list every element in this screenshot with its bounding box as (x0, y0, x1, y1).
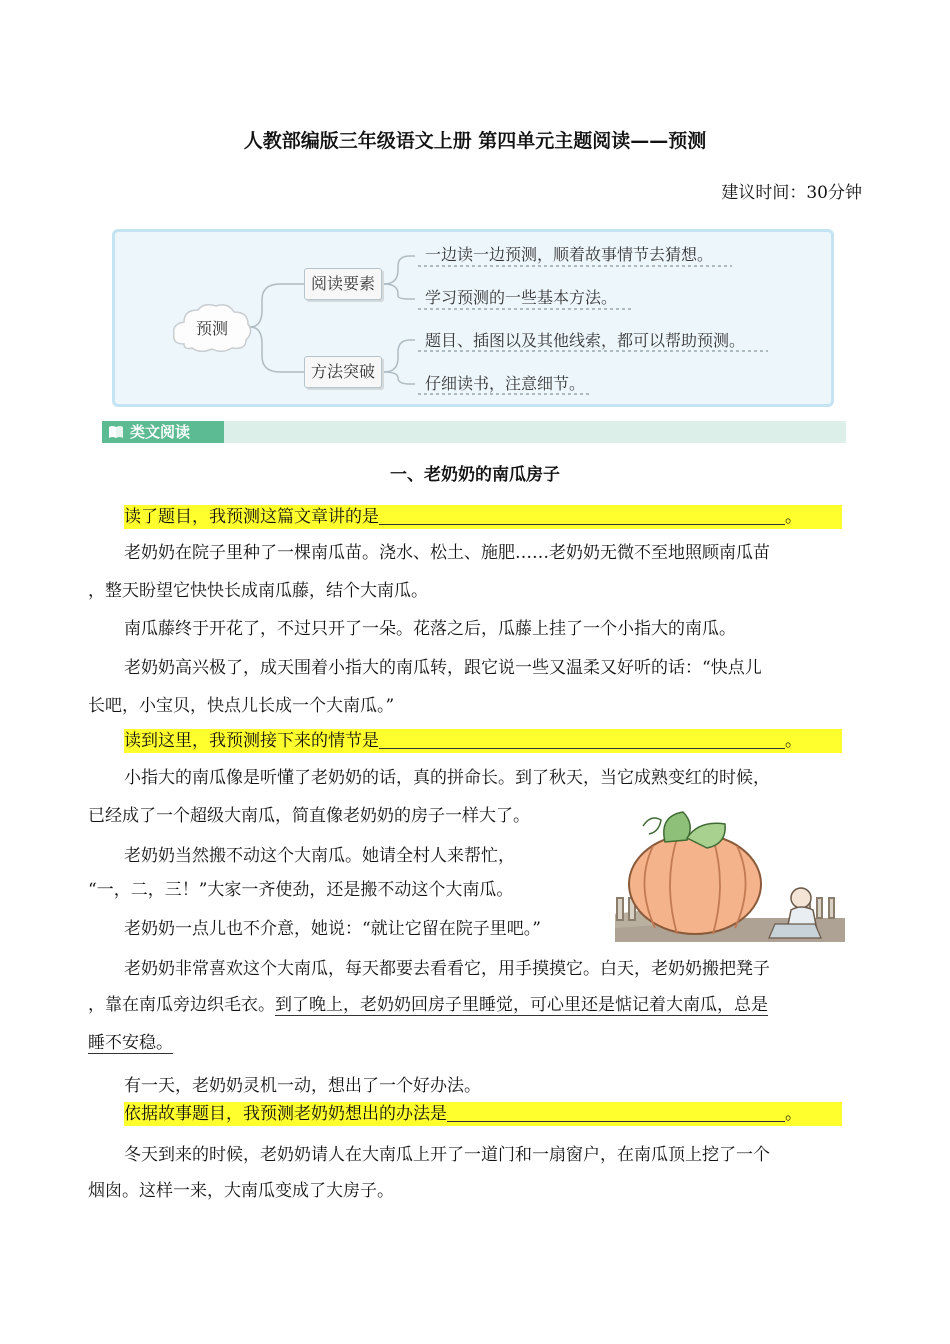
prediction-question-1: 读了题目，我预测这篇文章讲的是 。 (124, 505, 842, 529)
paragraph-line: 老奶奶在院子里种了一棵南瓜苗。浇水、松土、施肥……老奶奶无微不至地照顾南瓜苗 (124, 543, 770, 563)
prediction-question-2: 读到这里，我预测接下来的情节是 。 (124, 729, 842, 753)
mindmap-connectors (0, 0, 950, 420)
paragraph-line: 烟囱。这样一来，大南瓜变成了大房子。 (88, 1181, 394, 1201)
paragraph-line: 老奶奶一点儿也不介意，她说：“就让它留在院子里吧。” (124, 919, 541, 939)
prediction-question-3: 依据故事题目，我预测老奶奶想出的办法是 。 (124, 1102, 842, 1126)
paragraph-line: “一，二，三！”大家一齐使劲，还是搬不动这个大南瓜。 (88, 880, 514, 900)
suggested-time: 建议时间：30分钟 (721, 183, 862, 203)
book-icon (108, 425, 124, 439)
answer-blank-1[interactable] (379, 506, 785, 525)
section-tag (102, 421, 224, 443)
pumpkin-house-illustration (615, 806, 845, 946)
paragraph-line: ，整天盼望它快快长成南瓜藤，结个大南瓜。 (88, 581, 428, 601)
mindmap-leaf: 仔细读书，注意细节。 (425, 374, 586, 393)
paragraph-line: 冬天到来的时候，老奶奶请人在大南瓜上开了一道门和一扇窗户，在南瓜顶上挖了一个 (124, 1145, 770, 1165)
paragraph-line: 有一天，老奶奶灵机一动，想出了一个好办法。 (124, 1076, 481, 1096)
paragraph-line: ，靠在南瓜旁边织毛衣。到了晚上，老奶奶回房子里睡觉，可心里还是惦记着大南瓜，总是 (88, 995, 768, 1015)
mindmap-center: 预测 (195, 319, 228, 338)
story-title: 一、老奶奶的南瓜房子 (390, 465, 560, 485)
answer-blank-3[interactable] (447, 1103, 785, 1122)
paragraph-line: 长吧，小宝贝，快点儿长成一个大南瓜。” (88, 696, 395, 716)
underlined-sentence: 睡不安稳。 (88, 1033, 173, 1053)
mindmap-leaf: 学习预测的一些基本方法。 (425, 288, 618, 307)
underlined-sentence: 到了晚上，老奶奶回房子里睡觉，可心里还是惦记着大南瓜，总是 (275, 995, 768, 1015)
answer-blank-2[interactable] (379, 730, 785, 749)
mindmap-node-reading-element: 阅读要素 (304, 268, 382, 300)
section-label: 类文阅读 (130, 423, 191, 441)
paragraph-line: 小指大的南瓜像是听懂了老奶奶的话，真的拼命长。到了秋天，当它成熟变红的时候， (124, 768, 770, 788)
paragraph-line: 老奶奶当然搬不动这个大南瓜。她请全村人来帮忙， (124, 846, 515, 866)
mindmap-leaf: 题目、插图以及其他线索，都可以帮助预测。 (425, 331, 746, 350)
paragraph-line: 已经成了一个超级大南瓜，简直像老奶奶的房子一样大了。 (88, 806, 530, 826)
paragraph-line: 南瓜藤终于开花了，不过只开了一朵。花落之后，瓜藤上挂了一个小指大的南瓜。 (124, 619, 736, 639)
mindmap-node-method: 方法突破 (304, 356, 382, 388)
paragraph-line: 老奶奶非常喜欢这个大南瓜，每天都要去看看它，用手摸摸它。白天，老奶奶搬把凳子 (124, 959, 770, 979)
mindmap-leaf: 一边读一边预测，顺着故事情节去猜想。 (425, 245, 714, 264)
page-title: 人教部编版三年级语文上册 第四单元主题阅读——预测 (243, 130, 707, 152)
paragraph-line (88, 1025, 173, 1061)
paragraph-line: 老奶奶高兴极了，成天围着小指大的南瓜转，跟它说一些又温柔又好听的话：“快点儿 (124, 658, 762, 678)
